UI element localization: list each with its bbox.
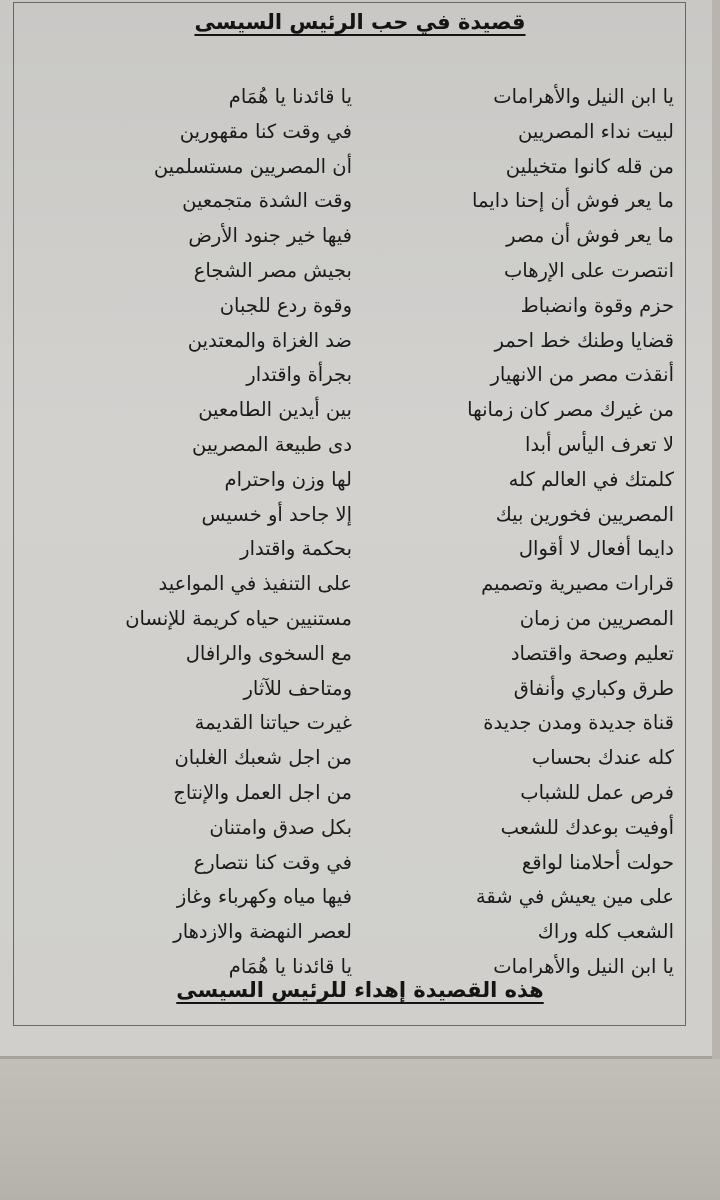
verse-line: حزم وقوة وانضباط <box>520 293 674 317</box>
verse-line: المصريين فخورين بيك <box>495 502 674 526</box>
verse-line: قرارات مصيرية وتصميم <box>481 572 674 596</box>
verse-line: فيها خير جنود الأرض <box>188 224 352 248</box>
verse-line: فرص عمل للشباب <box>520 780 674 804</box>
verse-line: إلا جاحد أو خسيس <box>201 502 352 526</box>
verse-line: بكل صدق وامتنان <box>209 815 352 839</box>
verse-line: انتصرت على الإرهاب <box>503 258 674 282</box>
verse-line: بين أيدين الطامعين <box>198 398 352 422</box>
dedication-line: هذه القصيدة إهداء للرئيس السيسى <box>176 978 544 1002</box>
verse-line: من قله كانوا متخيلين <box>505 154 674 178</box>
verse-line: كله عندك بحساب <box>531 746 674 770</box>
verse-line: طرق وكباري وأنفاق <box>513 676 674 700</box>
verse-line: من غيرك مصر كان زمانها <box>467 398 674 422</box>
verse-line: ضد الغزاة والمعتدين <box>187 328 352 352</box>
verse-line: المصريين من زمان <box>519 606 674 630</box>
verse-line: أن المصريين مستسلمين <box>153 154 352 178</box>
verse-line: أنقذت مصر من الانهيار <box>490 363 674 387</box>
left-column <box>47 80 352 985</box>
verse-line: وقوة ردع للجبان <box>219 293 352 317</box>
verse-line: من اجل العمل والإنتاج <box>173 780 352 804</box>
verse-line: ما يعر فوش أن إحنا دايما <box>472 189 674 213</box>
verse-line: لا تعرف اليأس أبدا <box>524 432 674 456</box>
verse-line: تعليم وصحة واقتصاد <box>510 641 674 665</box>
verse-line: لبيت نداء المصريين <box>518 119 674 143</box>
verse-line: كلمتك في العالم كله <box>508 467 674 491</box>
verse-line: غيرت حياتنا القديمة <box>194 711 352 735</box>
verse-line: دايما أفعال لا أقوال <box>518 537 674 561</box>
verse-line: يا قائدنا يا هُمَام <box>228 85 352 108</box>
verse-line: يا ابن النيل والأهرامات <box>493 954 674 978</box>
verse-line: بحكمة واقتدار <box>240 537 352 561</box>
verse-line: وقت الشدة متجمعين <box>182 189 352 213</box>
verse-line: في وقت كنا مقهورين <box>179 119 352 143</box>
verse-line: بجرأة واقتدار <box>246 363 352 387</box>
verse-line: فيها مياه وكهرباء وغاز <box>176 885 352 909</box>
verse-line: لها وزن واحترام <box>224 467 352 491</box>
right-column <box>384 80 674 985</box>
verse-line: على مين يعيش في شقة <box>475 885 674 909</box>
verse-line: بجيش مصر الشجاع <box>193 258 352 282</box>
verse-line: يا قائدنا يا هُمَام <box>228 954 352 978</box>
verse-line: قضايا وطنك خط احمر <box>494 328 674 352</box>
verse-line: ما يعر فوش أن مصر <box>506 224 674 248</box>
verse-line: الشعب كله وراك <box>537 920 674 944</box>
verse-line: مستنيين حياه كريمة للإنسان <box>125 606 352 630</box>
verse-line: أوفيت بوعدك للشعب <box>500 815 674 839</box>
verse-line: يا ابن النيل والأهرامات <box>493 85 674 108</box>
verse-line: في وقت كنا نتصارع <box>193 850 352 874</box>
verse-line: دى طبيعة المصريين <box>192 432 352 456</box>
verse-line: حولت أحلامنا لواقع <box>521 850 674 874</box>
verse-line: لعصر النهضة والازدهار <box>173 920 352 944</box>
verse-line: ومتاحف للآثار <box>243 676 352 700</box>
verse-line: على التنفيذ في المواعيد <box>158 572 352 596</box>
verse-line: مع السخوى والرافال <box>185 641 352 665</box>
verse-line: قناة جديدة ومدن جديدة <box>483 711 674 735</box>
poem-title: قصيدة في حب الرئيس السيسى <box>194 10 526 34</box>
table-surface <box>0 1059 720 1200</box>
verse-line: من اجل شعبك الغلبان <box>174 746 352 770</box>
